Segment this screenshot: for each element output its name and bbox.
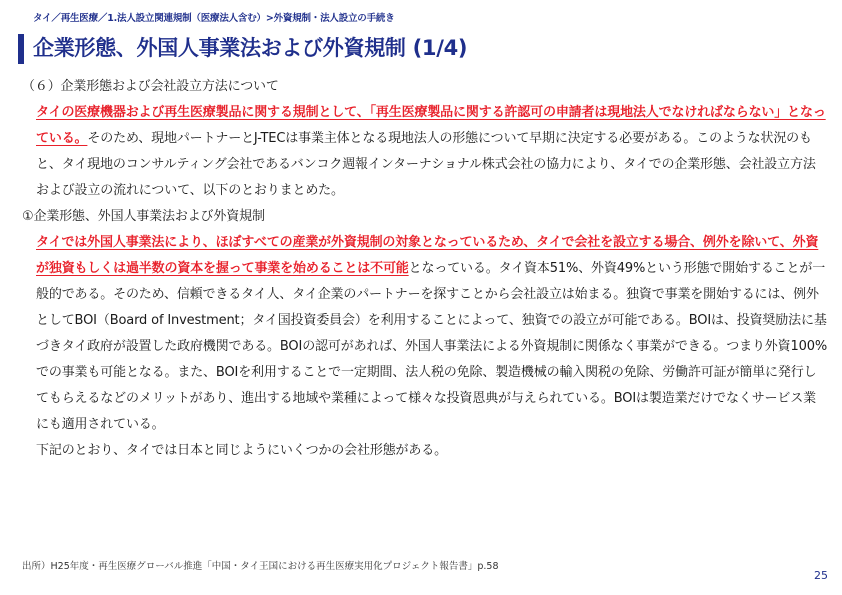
paragraph-2 xyxy=(22,230,828,438)
source-note: 出所）H25年度・再生医療グローバル推進「中国・タイ王国における再生医療実用化プロジェクト報告書」p.58 xyxy=(22,561,499,572)
page-number: 25 xyxy=(814,569,828,582)
subheading: ①企業形態、外国人事業法および外資規制 xyxy=(22,209,265,224)
paragraph-2-text: となっている。タイ資本51%、外資49%という形態で開始することが一般的である。そのため、信頼できるタイ人、タイ企業のパートナーを探すことから会社設立は始まる。独資で事業を開始するには、例外としてBOI（Board of Investment；タイ国投資委員会）を利用することによって、独資での設立が可能である。BOIは、投資奨励法に基づきタイ政府が設置した政府機関である。BOIの認可があれば、外国人事業法による外資規制に関係なく事業ができる。つまり外資100%での事業も可能となる。また、BOIを利用することで一定期間、法人税の免除、製造機械の輸入関税の免除、労働許可証が簡単に発行してもらえるなどのメリットがあり、進出する地域や業種によって様々な投資恩典が与えられている。BOIは製造業だけでなくサービス業にも適用されている。 xyxy=(36,261,828,432)
breadcrumb: タイ／再生医療／1.法人設立関連規制（医療法人含む）>外資規制・法人設立の手続き xyxy=(33,13,395,24)
title-accent-bar xyxy=(18,34,24,64)
paragraph-3: 下記のとおり、タイでは日本と同じようにいくつかの会社形態がある。 xyxy=(36,443,447,458)
highlight-text-2: タイでは外国人事業法により、ほぼすべての産業が外資規制の対象となっているため、タイで会社を設立する場合、例外を除いて、外資が独資もしくは過半数の資本を握って事業を始めることは不可能 xyxy=(36,235,819,276)
body-text xyxy=(22,74,828,464)
paragraph-1-text: そのため、現地パートナーとJ-TECは事業主体となる現地法人の形態について早期に決定する必要がある。このような状況のもと、タイ現地のコンサルティング会社であるバンコク週報インターナショナル株式会社の協力により、タイでの企業形態、会社設立方法および設立の流れについて、以下のとおりまとめた。 xyxy=(36,131,816,198)
section-heading: （６）企業形態および会社設立方法について xyxy=(22,79,279,94)
page-title: 企業形態、外国人事業法および外資規制 (1/4) xyxy=(33,36,468,60)
highlight-text-1: タイの医療機器および再生医療製品に関する規制として、「再生医療製品に関する許認可の申請者は現地法人でなければならない」となっている。 xyxy=(36,105,826,146)
paragraph-1 xyxy=(22,100,828,204)
